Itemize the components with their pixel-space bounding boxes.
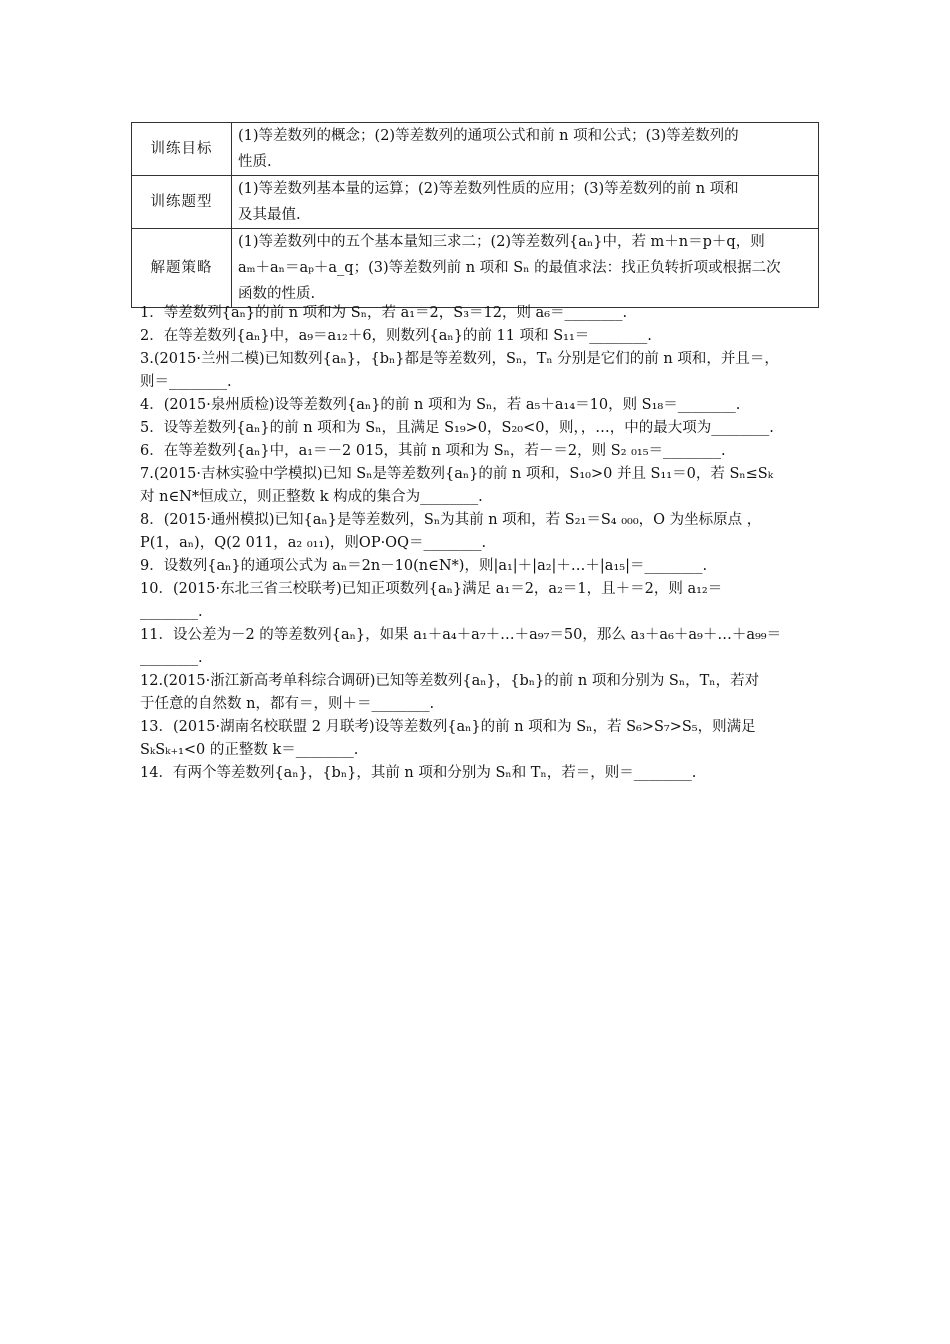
row-content-line: (1)等差数列中的五个基本量知三求二；(2)等差数列{aₙ}中，若 m＋n＝p＋q，则 xyxy=(238,234,765,250)
table-row-question-types xyxy=(132,176,819,229)
problem-item xyxy=(140,555,820,578)
problem-line: P(1，aₙ)，Q(2 011，a₂ ₀₁₁)，则OP·OQ＝________. xyxy=(140,535,487,551)
problem-line: 11．设公差为－2 的等差数列{aₙ}，如果 a₁＋a₄＋a₇＋…＋a₉₇＝50，那么 a₃＋a₆＋a₉＋…＋a₉₉＝ xyxy=(140,627,782,643)
problem-line: 14．有两个等差数列{aₙ}，{bₙ}，其前 n 项和分别为 Sₙ和 Tₙ，若＝，则＝________. xyxy=(140,765,697,781)
problem-line: SₖSₖ₊₁<0 的正整数 k＝________. xyxy=(140,742,359,758)
problem-item xyxy=(140,716,820,762)
row-content-line: aₘ＋aₙ＝aₚ＋a_q；(3)等差数列前 n 项和 Sₙ 的最值求法：找正负转折项或根据二次 xyxy=(238,260,781,276)
problem-line: 10．(2015·东北三省三校联考)已知正项数列{aₙ}满足 a₁＝2，a₂＝1，且＋＝2，则 a₁₂＝ xyxy=(140,581,723,597)
problem-line: 3.(2015·兰州二模)已知数列{aₙ}，{bₙ}都是等差数列，Sₙ，Tₙ 分别是它们的前 n 项和，并且＝， xyxy=(140,351,779,367)
problem-line: 6．在等差数列{aₙ}中，a₁＝－2 015，其前 n 项和为 Sₙ，若－＝2，则 S₂ ₀₁₅＝________. xyxy=(140,443,726,459)
row-content-line: (1)等差数列基本量的运算；(2)等差数列性质的应用；(3)等差数列的前 n 项和 xyxy=(238,181,739,197)
row-label: 训练目标 xyxy=(132,123,232,176)
problem-item xyxy=(140,509,820,555)
problem-item xyxy=(140,762,820,785)
table-row-target xyxy=(132,123,819,176)
problem-item xyxy=(140,440,820,463)
row-label: 训练题型 xyxy=(132,176,232,229)
problem-line: 5．设等差数列{aₙ}的前 n 项和为 Sₙ，且满足 S₁₉>0，S₂₀<0，则，，…，中的最大项为________. xyxy=(140,420,774,436)
problem-line: 2．在等差数列{aₙ}中，a₉＝a₁₂＋6，则数列{aₙ}的前 11 项和 S₁₁＝________. xyxy=(140,328,652,344)
row-label: 解题策略 xyxy=(132,229,232,308)
table-row-strategy xyxy=(132,229,819,308)
problem-line: 7.(2015·吉林实验中学模拟)已知 Sₙ是等差数列{aₙ}的前 n 项和，S₁₀>0 并且 S₁₁＝0，若 Sₙ≤Sₖ xyxy=(140,466,774,482)
row-content-line: (1)等差数列的概念；(2)等差数列的通项公式和前 n 项和公式；(3)等差数列的 xyxy=(238,128,739,144)
problem-item xyxy=(140,325,820,348)
problem-line: 则＝________. xyxy=(140,374,232,390)
problem-item xyxy=(140,578,820,624)
training-info-table xyxy=(131,122,819,308)
problem-line: 13．(2015·湖南名校联盟 2 月联考)设等差数列{aₙ}的前 n 项和为 Sₙ，若 S₆>S₇>S₅，则满足 xyxy=(140,719,756,735)
problem-item xyxy=(140,394,820,417)
row-content-line: 及其最值. xyxy=(238,207,301,223)
problem-item xyxy=(140,348,820,394)
problem-item xyxy=(140,417,820,440)
problem-line: 1．等差数列{aₙ}的前 n 项和为 Sₙ，若 a₁＝2，S₃＝12，则 a₆＝________. xyxy=(140,305,628,321)
problem-line: ________. xyxy=(140,650,203,666)
problem-list xyxy=(140,302,820,785)
problem-line: 8．(2015·通州模拟)已知{aₙ}是等差数列，Sₙ为其前 n 项和，若 S₂₁＝S₄ ₀₀₀，O 为坐标原点 ， xyxy=(140,512,762,528)
row-content-line: 性质. xyxy=(238,154,272,170)
problem-item xyxy=(140,624,820,670)
problem-item xyxy=(140,302,820,325)
problem-line: 于任意的自然数 n，都有＝，则＋＝________. xyxy=(140,696,435,712)
problem-line: 对 n∈N*恒成立，则正整数 k 构成的集合为________. xyxy=(140,489,483,505)
problem-line: 9．设数列{aₙ}的通项公式为 aₙ＝2n－10(n∈N*)，则|a₁|＋|a₂|＋…＋|a₁₅|＝________. xyxy=(140,558,708,574)
problem-item xyxy=(140,670,820,716)
row-content-line: 函数的性质. xyxy=(238,286,316,302)
row-content xyxy=(232,176,819,229)
problem-item xyxy=(140,463,820,509)
problem-line: 12.(2015·浙江新高考单科综合调研)已知等差数列{aₙ}，{bₙ}的前 n 项和分别为 Sₙ，Tₙ，若对 xyxy=(140,673,760,689)
problem-line: 4．(2015·泉州质检)设等差数列{aₙ}的前 n 项和为 Sₙ，若 a₅＋a₁₄＝10，则 S₁₈＝________. xyxy=(140,397,741,413)
row-content xyxy=(232,229,819,308)
row-content xyxy=(232,123,819,176)
problem-line: ________. xyxy=(140,604,203,620)
